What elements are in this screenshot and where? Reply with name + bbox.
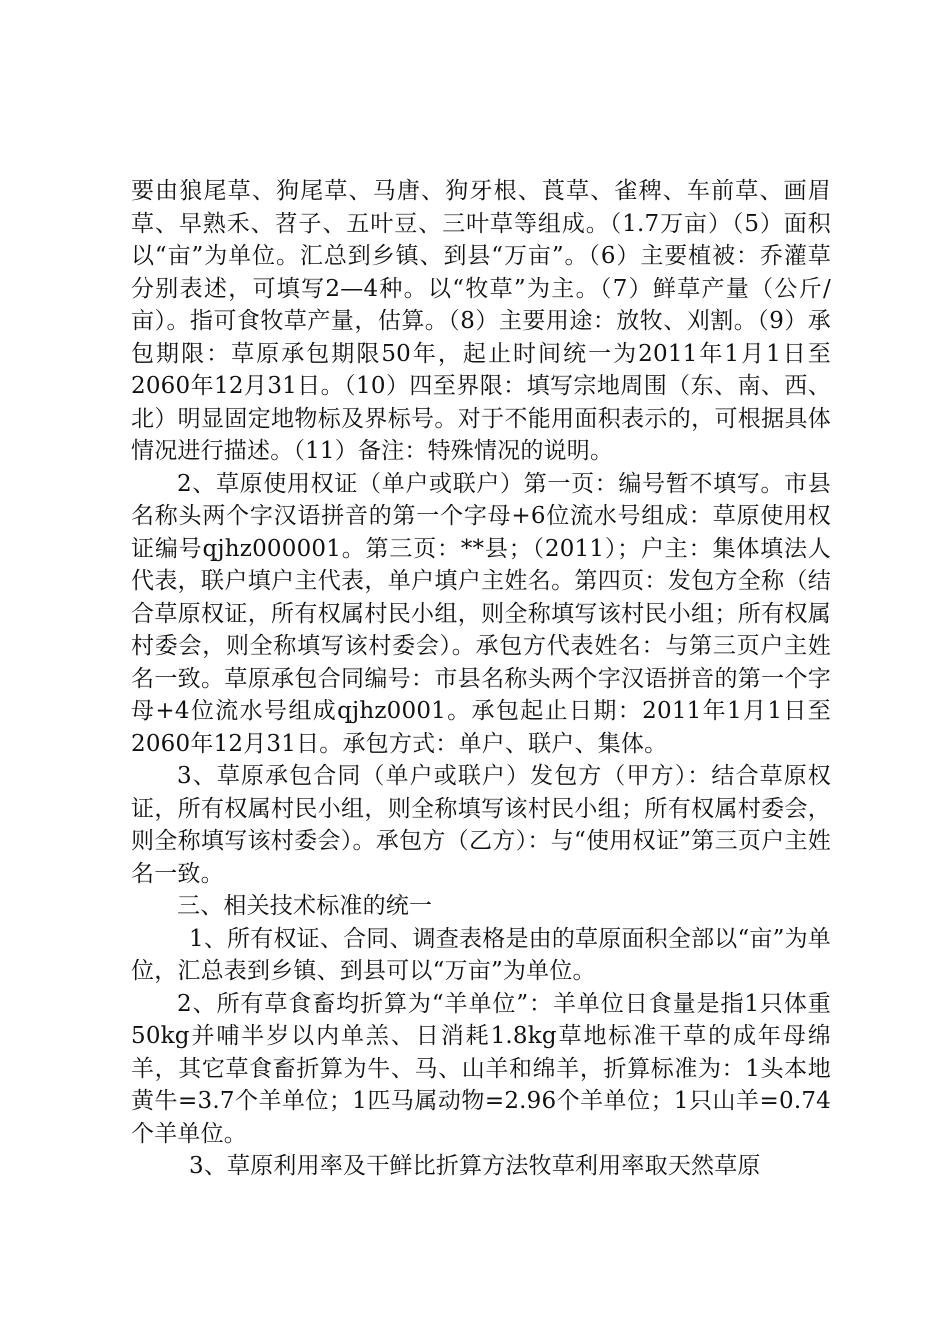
section-heading-technical-standards: 三、相关技术标准的统一 (177, 893, 433, 919)
paragraph-sheep-unit: 2、所有草食畜均折算为“羊单位”：羊单位日食量是指1只体重50kg并哺半岁以内单羔、日消耗1.8kg草地标准干草的成年母绵羊，其它草食畜折算为牛、马、山羊和绵羊，折算标准为：1头本地黄牛=3.7个羊单位；1匹马属动物=2.96个羊单位；1只山羊=0.74个羊单位。 (131, 990, 831, 1147)
paragraph-contract: 3、草原承包合同（单户或联户）发包方（甲方）：结合草原权证，所有权属村民小组，则全称填写该村民小组；所有权属村委会，则全称填写该村委会）。承包方（乙方）：与“使用权证”第三页户主姓名一致。 (131, 763, 831, 887)
paragraph-usage-certificate: 2、草原使用权证（单户或联户）第一页：编号暂不填写。市县名称头两个字汉语拼音的第一个字母+6位流水号组成：草原使用权证编号qjhz000001。第三页：**县；（2011）；户主：集体填法人代表，联户填户主代表，单户填户主姓名。第四页：发包方全称（结合草原权证，所有权属村民小组，则全称填写该村民小组；所有权属村委会，则全称填写该村委会）。承包方代表姓名：与第三页户主姓名一致。草原承包合同编号：市县名称头两个字汉语拼音的第一个字母+4位流水号组成qjhz0001。承包起止日期：2011年1月1日至2060年12月31日。承包方式：单户、联户、集体。 (131, 470, 831, 757)
paragraph-area-unit: 1、所有权证、合同、调查表格是由的草原面积全部以“亩”为单位，汇总表到乡镇、到县可以“万亩”为单位。 (131, 925, 831, 984)
paragraph-vegetation-details: 要由狼尾草、狗尾草、马唐、狗牙根、莨草、雀稗、车前草、画眉草、早熟禾、苕子、五叶豆、三叶草等组成。（1.7万亩）（5）面积以“亩”为单位。汇总到乡镇、到县“万亩”。（6）主要植被：乔灌草分别表述，可填写2—4种。以“牧草”为主。（7）鲜草产量（公斤/亩）。指可食牧草产量，估算。（8）主要用途：放牧、刈割。（9）承包期限：草原承包期限50年，起止时间统一为2011年1月1日至2060年12月31日。（10）四至界限：填写宗地周围（东、南、西、北）明显固定地物标及界标号。对于不能用面积表示的，可根据具体情况进行描述。（11）备注：特殊情况的说明。 (131, 178, 831, 464)
paragraph-utilization-rate: 3、草原利用率及干鲜比折算方法牧草利用率取天然草原 (189, 1153, 761, 1179)
document-page (131, 175, 831, 1183)
